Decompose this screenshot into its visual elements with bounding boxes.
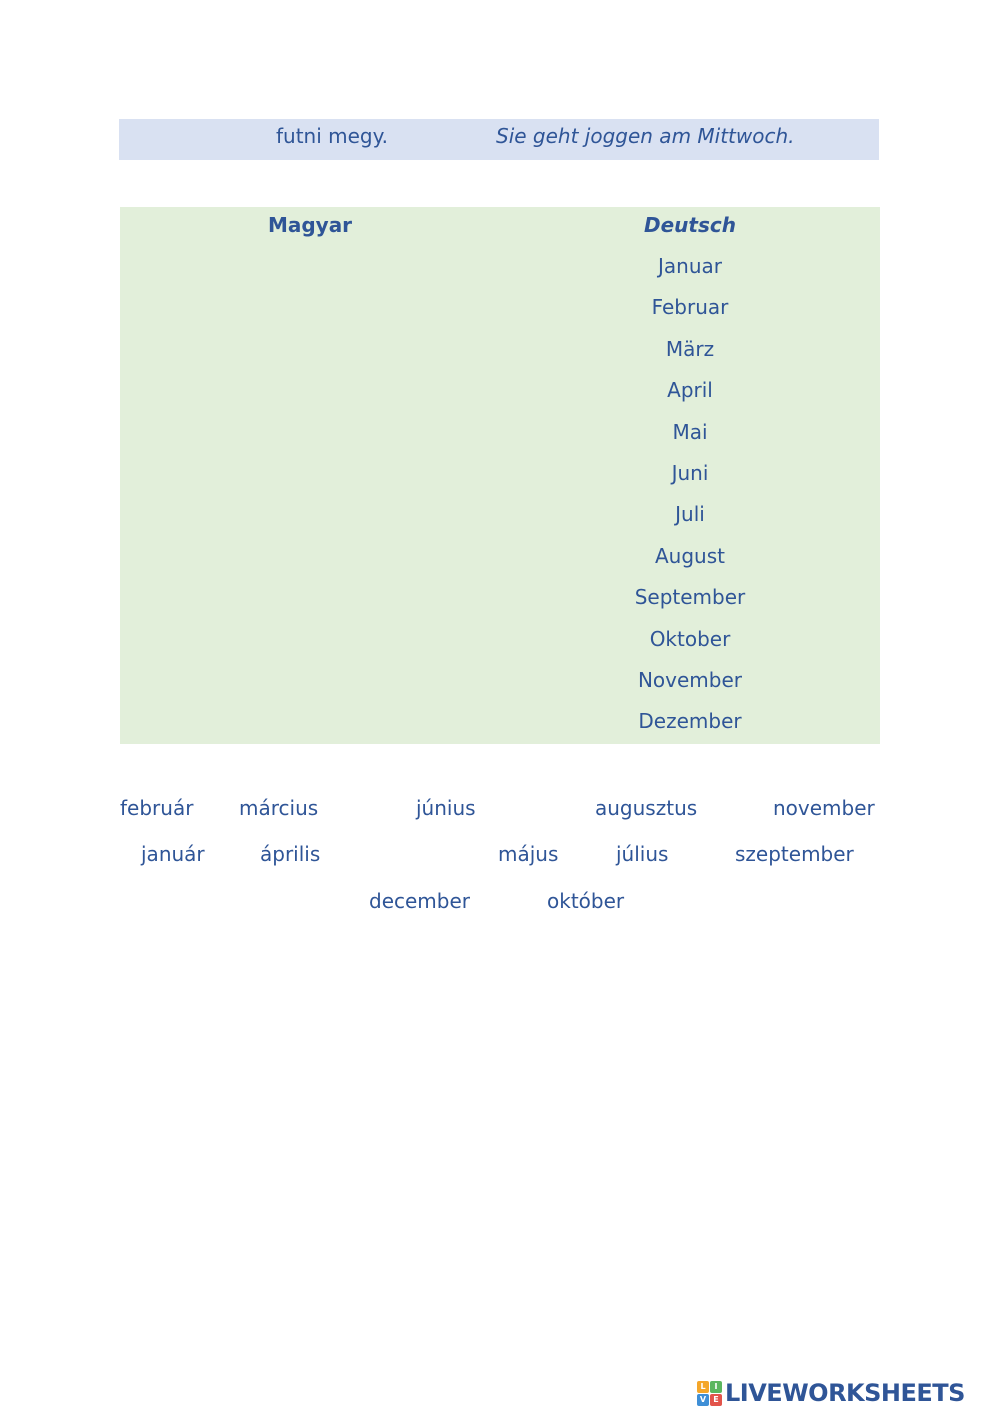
liveworksheets-logo	[697, 1378, 965, 1408]
word-chip[interactable]: augusztus	[595, 796, 698, 820]
word-chip[interactable]: január	[141, 842, 205, 866]
header-magyar: Magyar	[267, 213, 353, 237]
german-month: Januar	[658, 254, 722, 278]
german-month: Oktober	[649, 626, 731, 651]
months-table	[120, 207, 880, 744]
german-month: Dezember	[638, 709, 742, 734]
german-month: Februar	[651, 295, 729, 320]
german-month-list	[540, 254, 840, 751]
german-month: Mai	[672, 419, 708, 444]
german-month: April	[667, 378, 713, 403]
word-chip[interactable]: szeptember	[735, 842, 854, 866]
word-chip[interactable]: július	[616, 842, 669, 866]
example-german-text: Sie geht joggen am Mittwoch.	[496, 124, 795, 148]
word-chip[interactable]: május	[498, 842, 559, 866]
logo-mark-icon: L I V E	[697, 1381, 722, 1406]
german-month: September	[634, 585, 746, 610]
word-chip[interactable]: március	[239, 796, 319, 820]
german-month: Juli	[675, 502, 705, 527]
german-month: Juni	[671, 460, 709, 485]
german-month: November	[637, 667, 743, 692]
word-chip[interactable]: október	[547, 889, 625, 913]
example-sentence-band	[119, 119, 879, 160]
logo-text: LIVEWORKSHEETS	[725, 1379, 965, 1407]
word-chip[interactable]: február	[120, 796, 194, 820]
word-chip[interactable]: november	[773, 796, 875, 820]
german-month: März	[665, 336, 715, 361]
word-chip[interactable]: április	[260, 842, 321, 866]
german-month: August	[655, 543, 725, 568]
header-deutsch: Deutsch	[644, 213, 736, 237]
example-hungarian-text: futni megy.	[276, 124, 388, 148]
word-chip[interactable]: június	[416, 796, 476, 820]
word-chip[interactable]: december	[369, 889, 471, 913]
